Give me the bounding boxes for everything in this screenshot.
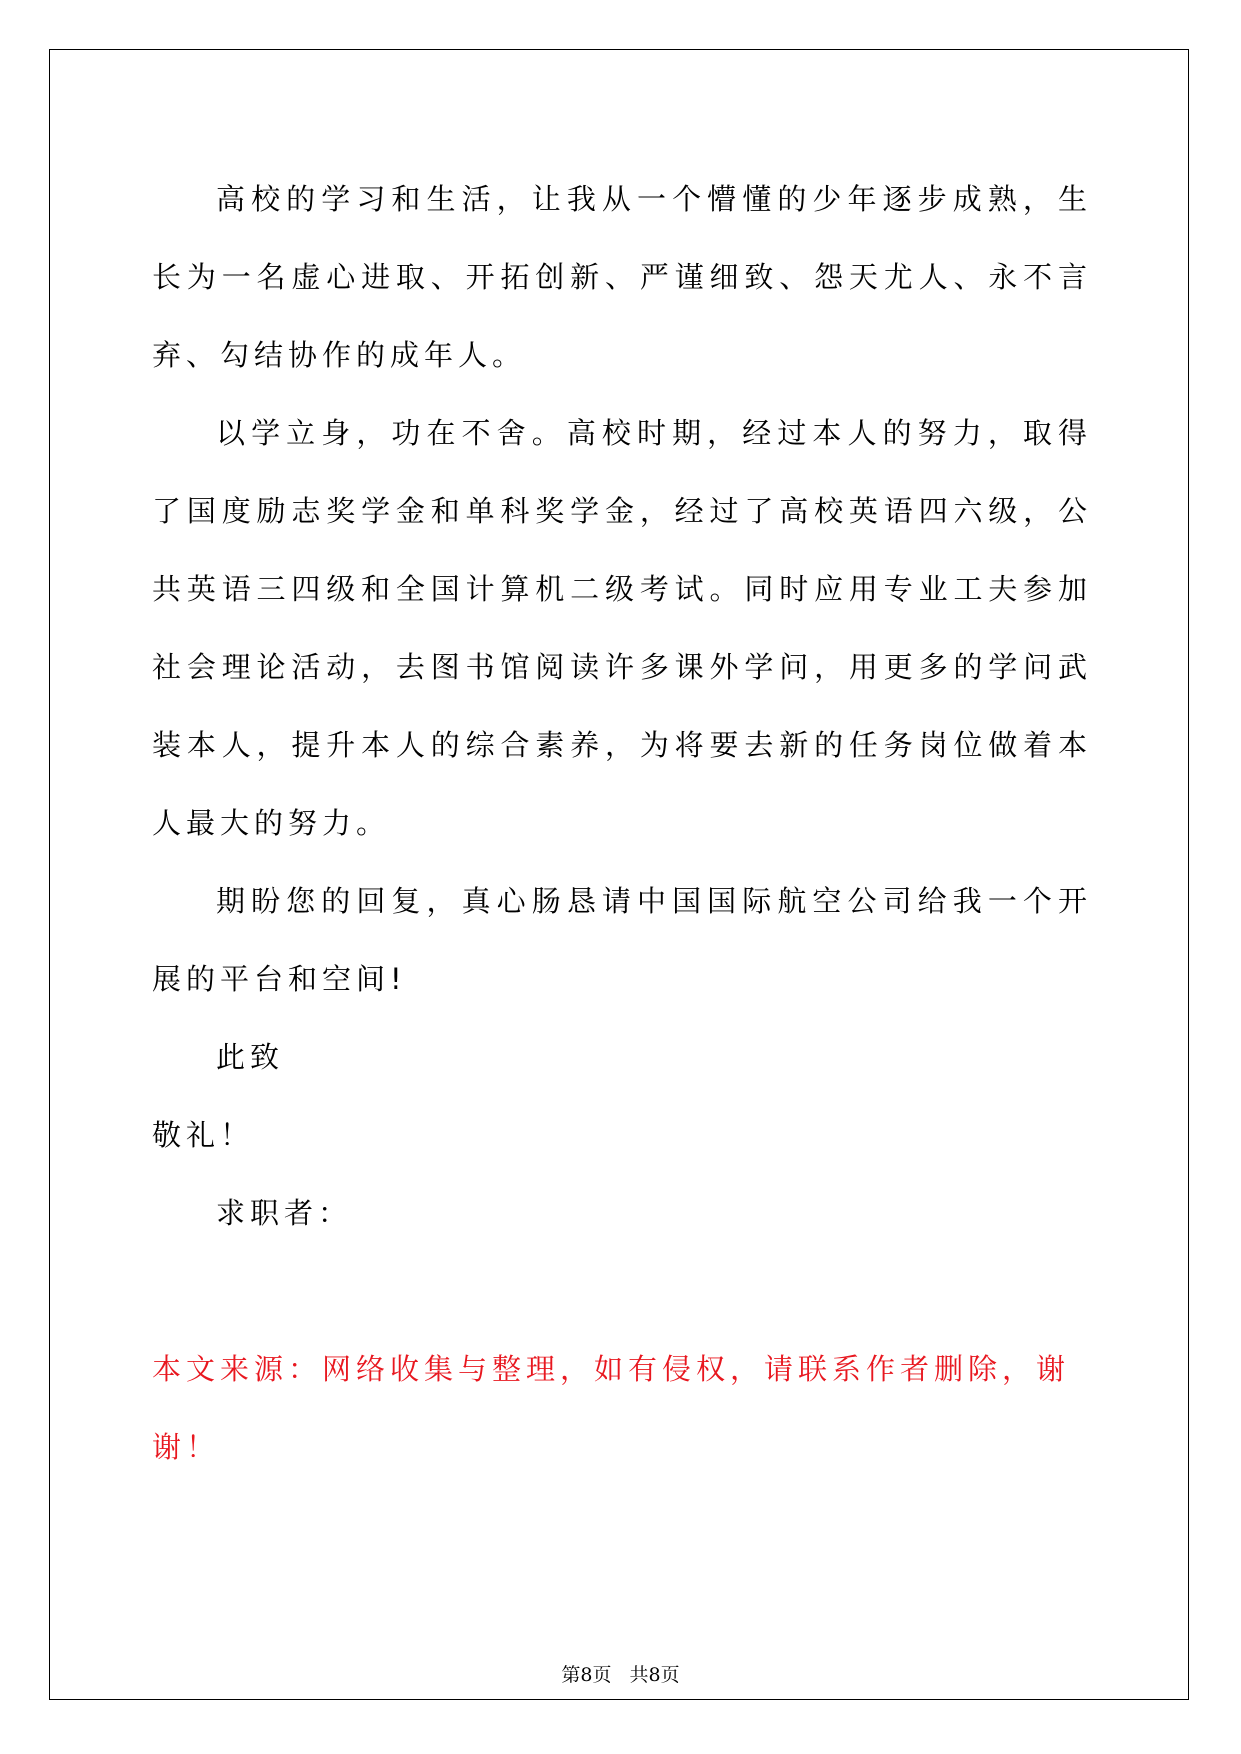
page-number-current: 第8页: [561, 1664, 612, 1686]
page-number-total: 共8页: [629, 1664, 680, 1686]
page-footer: [0, 1660, 1241, 1687]
signature-line: 求职者：: [216, 1196, 353, 1230]
paragraph-1: 高校的学习和生活，让我从一个懵懂的少年逐步成熟，生长为一名虚心进取、开拓创新、严谨细致、怨天尤人、永不言弃、勾结协作的成年人。: [152, 182, 1092, 372]
closing-line: 此致: [216, 1040, 285, 1074]
paragraph-2: 以学立身，功在不舍。高校时期，经过本人的努力，取得了国度励志奖学金和单科奖学金，经过了高校英语四六级，公共英语三四级和全国计算机二级考试。同时应用专业工夫参加社会理论活动，去图书馆阅读许多课外学问，用更多的学问武装本人，提升本人的综合素养，为将要去新的任务岗位做着本人最大的努力。: [152, 416, 1092, 840]
source-note: 本文来源：网络收集与整理，如有侵权，请联系作者删除，谢谢！: [152, 1352, 1071, 1464]
paragraph-3: 期盼您的回复，真心肠恳请中国国际航空公司给我一个开展的平台和空间!: [152, 884, 1092, 996]
salutation-line: 敬礼！: [152, 1118, 255, 1152]
document-body: [152, 160, 1092, 1486]
blank-line: [152, 1252, 1092, 1330]
